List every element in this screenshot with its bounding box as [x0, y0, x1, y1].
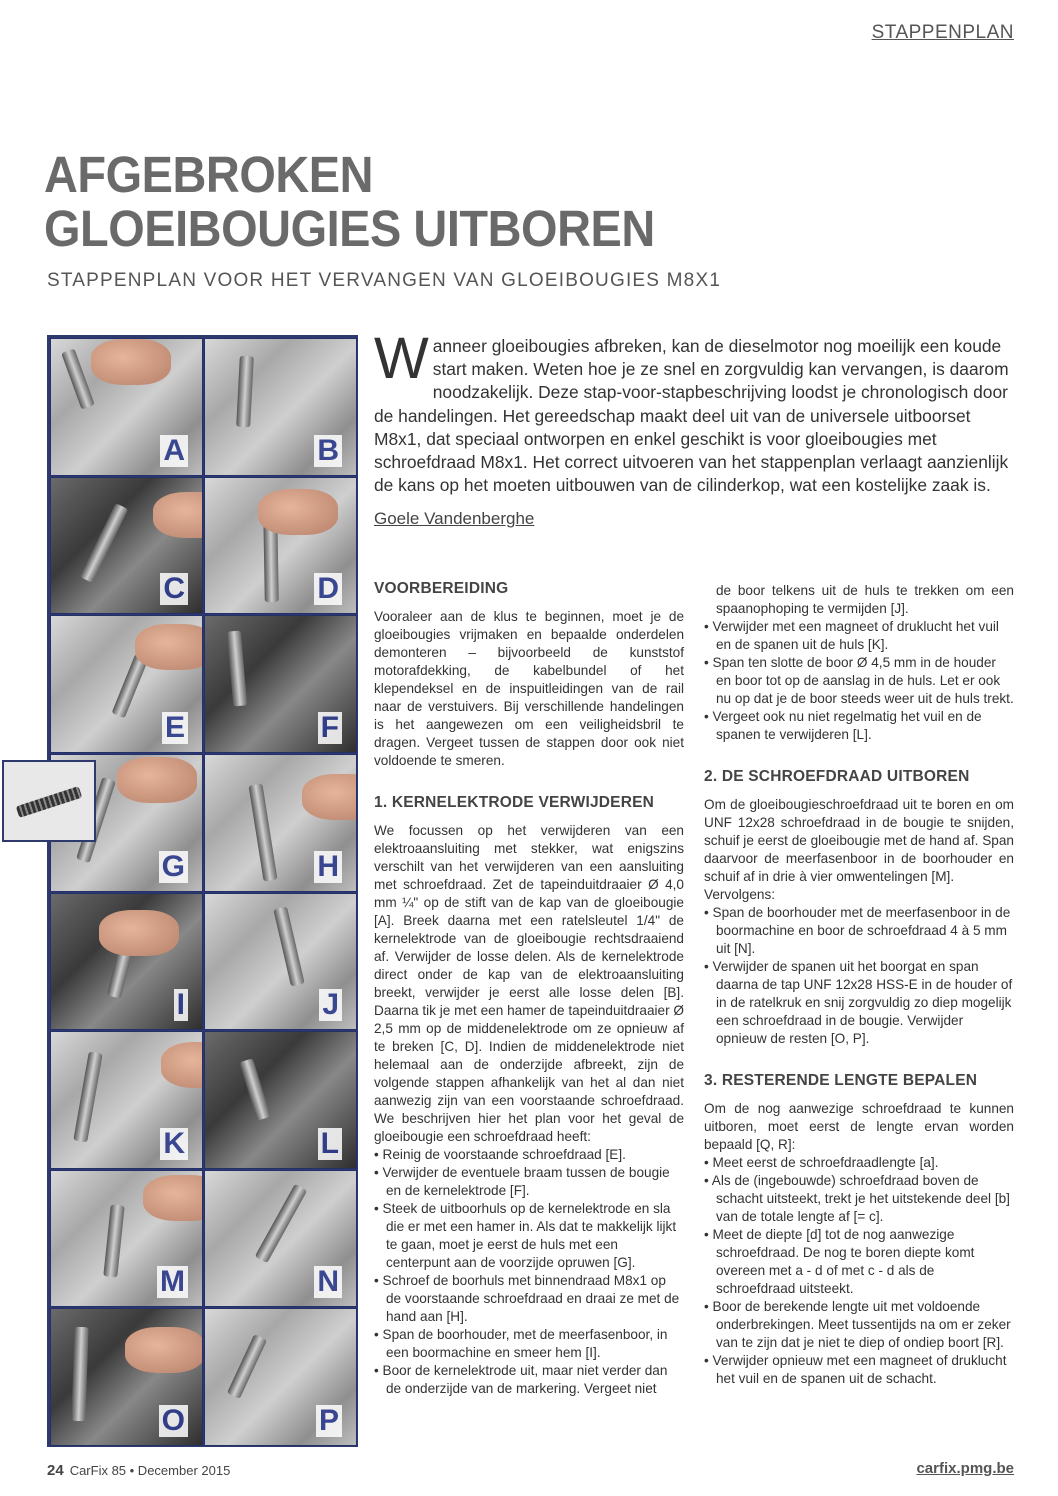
photo-h: [204, 754, 357, 892]
photo-label: E: [162, 712, 188, 744]
list-step-3: [704, 1154, 1014, 1388]
list-item: • Steek de uitboorhuls op de kernelektrode en sla die er met een hamer in. Als dat te makkelijk lijkt te gaan, moet je eerst de huls met een centerpunt aan de voorzijde opruwen [G].: [374, 1200, 684, 1272]
photo-k: [50, 1031, 203, 1169]
photo-label: H: [314, 851, 342, 883]
author-byline: Goele Vandenberghe: [374, 509, 535, 528]
title-line-1: AFGEBROKEN: [44, 146, 374, 203]
photo-label: L: [318, 1128, 342, 1160]
photo-e: [50, 615, 203, 753]
photo-label: I: [174, 989, 188, 1021]
photo-f: [204, 615, 357, 753]
list-step-2: [704, 904, 1014, 1048]
drill-sleeve-photo: [2, 760, 96, 842]
list-item: • Span ten slotte de boor Ø 4,5 mm in de houder en boor tot op de aanslag in de huls. Let er ook nu op dat je de boor steeds weer uit de huls trekt.: [704, 654, 1014, 708]
photo-i: [50, 893, 203, 1031]
photo-label: G: [159, 851, 188, 883]
text-continuation: de boor telkens uit de huls te trekken om een spaanophoping te vermijden [J].: [716, 583, 1014, 616]
photo-d: [204, 477, 357, 615]
list-continuation: [704, 618, 1014, 744]
photo-o: [50, 1308, 203, 1446]
issue-info: CarFix 85 • December 2015: [69, 1463, 231, 1478]
list-item: • Vergeet ook nu niet regelmatig het vuil en de spanen te verwijderen [L].: [704, 708, 1014, 744]
list-item: • Span de boorhouder met de meerfasenboor in de boormachine en boor de schroefdraad 4 à 5 mm uit [N].: [704, 904, 1014, 958]
title-line-2: GLOEIBOUGIES UITBOREN: [44, 200, 655, 257]
footer-issue: [47, 1462, 230, 1479]
photo-label: B: [314, 435, 342, 467]
text-step-3: Om de nog aanwezige schroefdraad te kunnen uitboren, moet eerst de lengte ervan worden bepaald [Q, R]:: [704, 1101, 1014, 1152]
photo-l: [204, 1031, 357, 1169]
photo-b: [204, 338, 357, 476]
photo-p: [204, 1308, 357, 1446]
intro-text: anneer gloeibougies afbreken, kan de dieselmotor nog moeilijk een koude start maken. Weten hoe je ze snel en zorgvuldig kan vervangen, is daarom noodzakelijk. Deze stap-voor-stapbeschrijving loodst je chronologisch door de handelingen. Het gereedschap maakt deel uit van de universele uitboorset M8x1, dat speciaal ontworpen en enkel geschikt is voor gloeibougies met schroefdraad M8x1. Het correct uitvoeren van het stappenplan verlaagt aanzienlijk de kans op het moeten uitbouwen van de cilinderkop, wat een kostelijke zaak is.: [374, 336, 1009, 496]
photo-label: M: [157, 1266, 188, 1298]
text-step-2: Om de gloeibougieschroefdraad uit te boren en om UNF 12x28 schroefdraad in de bougie te snijden, schuif je eerst de gloeibougie met de hand af. Span daarvoor de meerfasenboor in de boorhouder en schuif af in drie à vier omwentelingen [M].: [704, 797, 1014, 884]
article-subtitle: STAPPENPLAN VOOR HET VERVANGEN VAN GLOEIBOUGIES M8X1: [47, 270, 722, 291]
list-item: • Verwijder met een magneet of druklucht het vuil en de spanen uit de huls [K].: [704, 618, 1014, 654]
photo-label: N: [314, 1266, 342, 1298]
heading-preparation: VOORBEREIDING: [374, 580, 509, 597]
page-number: 24: [47, 1462, 64, 1479]
photo-m: [50, 1170, 203, 1308]
intro-paragraph: [374, 326, 1014, 497]
photo-label: J: [319, 989, 342, 1021]
list-item: • Boor de berekende lengte uit met voldoende onderbrekingen. Meet tussentijds na om er zeker van te zijn dat je niet te diep of ondiep boort [R].: [704, 1298, 1014, 1352]
column-middle: [374, 580, 684, 1398]
heading-step-1: 1. KERNELEKTRODE VERWIJDEREN: [374, 794, 655, 811]
list-item: • Verwijder de eventuele braam tussen de bougie en de kernelektrode [F].: [374, 1164, 684, 1200]
photo-c: [50, 477, 203, 615]
list-item: • Als de (ingebouwde) schroefdraad boven de schacht uitsteekt, trekt je het uitstekende deel [b] van de totale lengte af [= c].: [704, 1172, 1014, 1226]
section-tag: STAPPENPLAN: [871, 22, 1014, 43]
photo-n: [204, 1170, 357, 1308]
photo-label: D: [314, 573, 342, 605]
article-title: [44, 148, 655, 256]
list-item: • Meet de diepte [d] tot de nog aanwezige schroefdraad. De nog te boren diepte komt overeen met a - d of met c - d als de schroefdraad uitsteekt.: [704, 1226, 1014, 1298]
list-step-1: [374, 1146, 684, 1398]
list-item: • Verwijder opnieuw met een magneet of druklucht het vuil en de spanen uit de schacht.: [704, 1352, 1014, 1388]
footer-url[interactable]: carfix.pmg.be: [916, 1460, 1014, 1477]
text-step-1: We focussen op het verwijderen van een elektroaansluiting met stekker, wat enigszins verschilt van het verwijderen van een aansluiting met schroefdraad. Zet de tapeinduitdraaier Ø 4,0 mm ¼" op de stift van de kap van de gloeibougie [A]. Breek daarna met een ratelsleutel 1/4" de kernelektrode van de gloeibougie rechtsdraaiend af. Verwijder de losse delen. Als de kernelektrode direct onder de kap van de elektroaansluiting breekt, verwijder je eerst alle losse delen [B]. Daarna tik je met een hamer de tapeinduitdraaier Ø 2,5 mm op de middenelektrode om ze opnieuw af te breken [C, D]. Indien de middenelektrode niet helemaal aan de onderzijde afbreekt, zijn de volgende stappen afhankelijk van het al dan niet aanwezig zijn van een voorstaande schroefdraad. We beschrijven hier het plan voor het geval de gloeibougie een schroefdraad heeft:: [374, 823, 684, 1144]
photo-grid: [47, 335, 358, 1447]
text-step-2-then: Vervolgens:: [704, 887, 776, 902]
photo-a: [50, 338, 203, 476]
list-item: • Reinig de voorstaande schroefdraad [E].: [374, 1146, 684, 1164]
photo-label: F: [318, 712, 342, 744]
photo-label: A: [160, 435, 188, 467]
list-item: • Schroef de boorhuls met binnendraad M8x1 op de voorstaande schroefdraad en draai ze met de hand aan [H].: [374, 1272, 684, 1326]
list-item: • Boor de kernelektrode uit, maar niet verder dan de onderzijde van de markering. Vergeet niet: [374, 1362, 684, 1398]
heading-step-3: 3. RESTERENDE LENGTE BEPALEN: [704, 1072, 978, 1089]
list-item: • Meet eerst de schroefdraadlengte [a].: [704, 1154, 1014, 1172]
text-preparation: Vooraleer aan de klus te beginnen, moet je de gloeibougies vrijmaken en bepaalde onderdelen demonteren – bijvoorbeeld de kunststof motorafdekking, de kabelbundel of het klependeksel en de inspuitleidingen van de rail naar de verstuivers. Bij verschillende handelingen is het aangewezen om een veiligheidsbril te dragen. Vergeet tussen de stappen door ook niet voldoende te smeren.: [374, 609, 684, 768]
photo-label: O: [159, 1405, 188, 1437]
photo-j: [204, 893, 357, 1031]
photo-label: C: [160, 573, 188, 605]
heading-step-2: 2. DE SCHROEFDRAAD UITBOREN: [704, 768, 970, 785]
photo-label: K: [160, 1128, 188, 1160]
column-right: [704, 582, 1014, 1388]
photo-label: P: [316, 1405, 342, 1437]
list-item: • Verwijder de spanen uit het boorgat en span daarna de tap UNF 12x28 HSS-E in de houder of in de ratelkruk en snij zorgvuldig zo diep mogelijk een schroefdraad in de bougie. Verwijder opnieuw de resten [O, P].: [704, 958, 1014, 1048]
list-item: • Span de boorhouder, met de meerfasenboor, in een boormachine en smeer hem [I].: [374, 1326, 684, 1362]
drop-cap: W: [374, 326, 429, 391]
